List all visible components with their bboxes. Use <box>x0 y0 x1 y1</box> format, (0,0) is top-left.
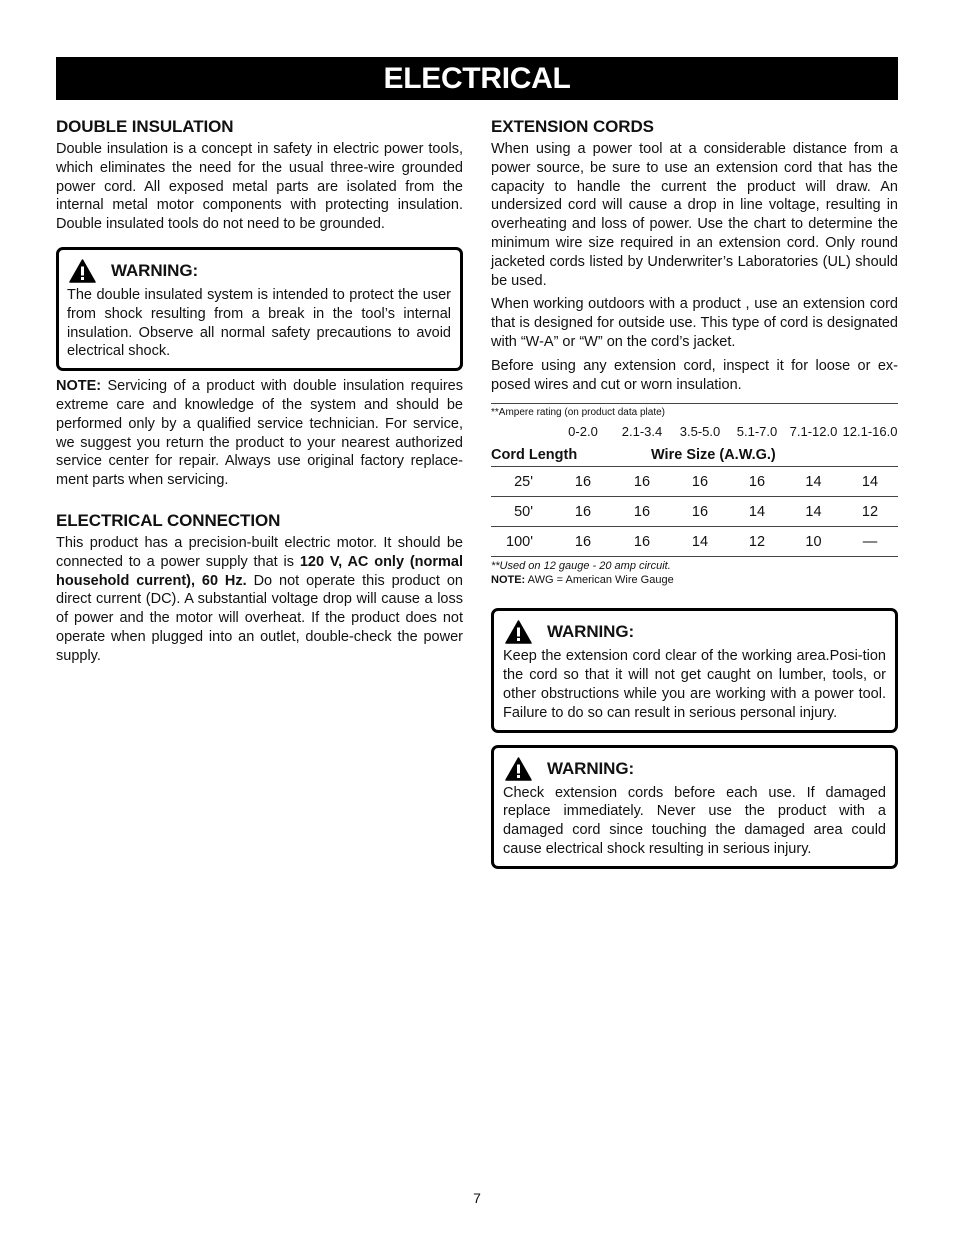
wire-size-cell: 16 <box>613 497 671 527</box>
warning-box-cord-clear <box>491 608 898 732</box>
note-text: Servicing of a product with double insulation requires extreme care and knowledge of the system and should be performed only by a qualified service technician. For service, we suggest you return the product to your nearest authorized service center for repair. Always use original factory replace-ment parts when servicing. <box>56 378 463 489</box>
cord-length-cell: 50' <box>491 497 553 527</box>
ampere-range: 2.1-3.4 <box>621 424 663 440</box>
ampere-range: 12.1-16.0 <box>842 424 898 440</box>
wire-size-cell: — <box>842 527 898 557</box>
ampere-range-row <box>491 421 898 443</box>
right-column <box>491 116 898 869</box>
ampere-range: 5.1-7.0 <box>736 424 778 440</box>
awg-note <box>491 573 898 587</box>
wire-size-cell: 14 <box>671 527 729 557</box>
wire-size-cell: 14 <box>785 497 842 527</box>
wire-size-cell: 14 <box>785 467 842 497</box>
warning-title: WARNING: <box>547 758 635 778</box>
ampere-range: 3.5-5.0 <box>679 424 721 440</box>
warning-title: WARNING: <box>111 260 199 280</box>
warning-box-double-insulation <box>56 247 463 371</box>
warning-header <box>67 258 451 284</box>
warning-text: Check extension cords before each use. If damaged replace immediately. Never use the product with a damaged cord since touching the damaged area could cause electrical shock resulting in serious injury. <box>503 784 886 857</box>
wire-size-cell: 16 <box>553 497 613 527</box>
wire-size-cell: 16 <box>613 527 671 557</box>
connection-text-a: This product has a precision-built electric motor. It should be connected to a power supply that is <box>56 534 463 570</box>
cord-length-header: Cord Length <box>491 443 613 467</box>
wire-size-cell: 14 <box>842 467 898 497</box>
wire-size-cell: 16 <box>613 467 671 497</box>
warning-header <box>503 619 886 645</box>
extension-cords-p1: When using a power tool at a considerable distance from a power source, be sure to use an extension cord that has the capacity to handle the current the product will draw. An undersized cord will cause a drop in line voltage, resulting in overheating and loss of power. Use the chart to determine the minimum wire size required in an extension cord. Only round jacketed cords listed by Underwriter’s Laboratories (UL) should be used. <box>491 141 898 289</box>
wire-size-cell: 10 <box>785 527 842 557</box>
wire-size-cell: 16 <box>671 497 729 527</box>
extension-cords-p3: Before using any extension cord, inspect it for loose or ex-posed wires and cut or worn insulation. <box>491 357 898 393</box>
electrical-connection-body <box>56 534 463 666</box>
table-header-row <box>491 443 898 467</box>
extension-cord-table <box>491 403 898 557</box>
page-number: 7 <box>473 1190 481 1206</box>
ampere-caption: **Ampere rating (on product data plate) <box>491 407 665 419</box>
double-insulation-body: Double insulation is a concept in safety in electric power tools, which eliminates the need for the usual three-wire grounded power cord. All exposed metal parts are isolated from the internal metal motor components with protecting insulation. Double insulated tools do not need to be grounded. <box>56 141 463 233</box>
electrical-connection-heading: ELECTRICAL CONNECTION <box>56 510 281 530</box>
warning-box-check-cords <box>491 745 898 869</box>
service-note <box>56 377 463 490</box>
awg-note-text: AWG = American Wire Gauge <box>525 574 674 587</box>
wire-size-cell: 12 <box>729 527 785 557</box>
warning-triangle-icon <box>505 620 532 644</box>
page-title: ELECTRICAL <box>56 57 898 100</box>
left-column <box>56 116 463 666</box>
warning-triangle-icon <box>505 757 532 781</box>
table-footnote: **Used on 12 gauge - 20 amp circuit. <box>491 560 671 573</box>
wire-size-cell: 12 <box>842 497 898 527</box>
warning-text: The double insulated system is intended to protect the user from shock resulting from a break in the tool’s internal insulation. Observe all normal safety precautions to avoid electrical shock. <box>67 286 451 360</box>
wire-size-cell: 16 <box>671 467 729 497</box>
note-label: NOTE: <box>56 378 102 395</box>
warning-header <box>503 756 886 782</box>
cord-length-cell: 100' <box>491 527 553 557</box>
warning-title: WARNING: <box>547 622 635 642</box>
connection-voltage-spec: 120 V, AC only (normal household current), 60 Hz. <box>56 553 463 589</box>
extension-cords-heading: EXTENSION CORDS <box>491 117 654 136</box>
awg-note-label: NOTE: <box>491 574 526 587</box>
connection-text-b: Do not operate this product on direct current (DC). A substantial voltage drop will cause a loss of power and the motor will overheat. If the product does not operate when plugged into an outlet, double-check the power supply. <box>56 572 463 664</box>
table-row <box>491 527 898 557</box>
ampere-range: 7.1-12.0 <box>789 424 838 440</box>
table-row <box>491 467 898 497</box>
wire-size-cell: 14 <box>729 497 785 527</box>
cord-length-cell: 25' <box>491 467 553 497</box>
table-row <box>491 497 898 527</box>
wire-size-cell: 16 <box>553 467 613 497</box>
extension-cords-p2: When working outdoors with a product , use an extension cord that is designed for outside use. This type of cord is designated with “W-A” or “W” on the cord’s jacket. <box>491 296 898 350</box>
wire-size-cell: 16 <box>729 467 785 497</box>
wire-size-cell: 16 <box>553 527 613 557</box>
wire-size-header: Wire Size (A.W.G.) <box>613 443 898 467</box>
warning-text: Keep the extension cord clear of the working area.Posi-tion the cord so that it will not get caught on lumber, tools, or other obstructions while you are working with a power tool. Failure to do so can result in serious personal injury. <box>503 648 886 721</box>
double-insulation-heading: DOUBLE INSULATION <box>56 117 234 136</box>
warning-triangle-icon <box>69 259 96 283</box>
ampere-range: 0-2.0 <box>568 424 598 440</box>
